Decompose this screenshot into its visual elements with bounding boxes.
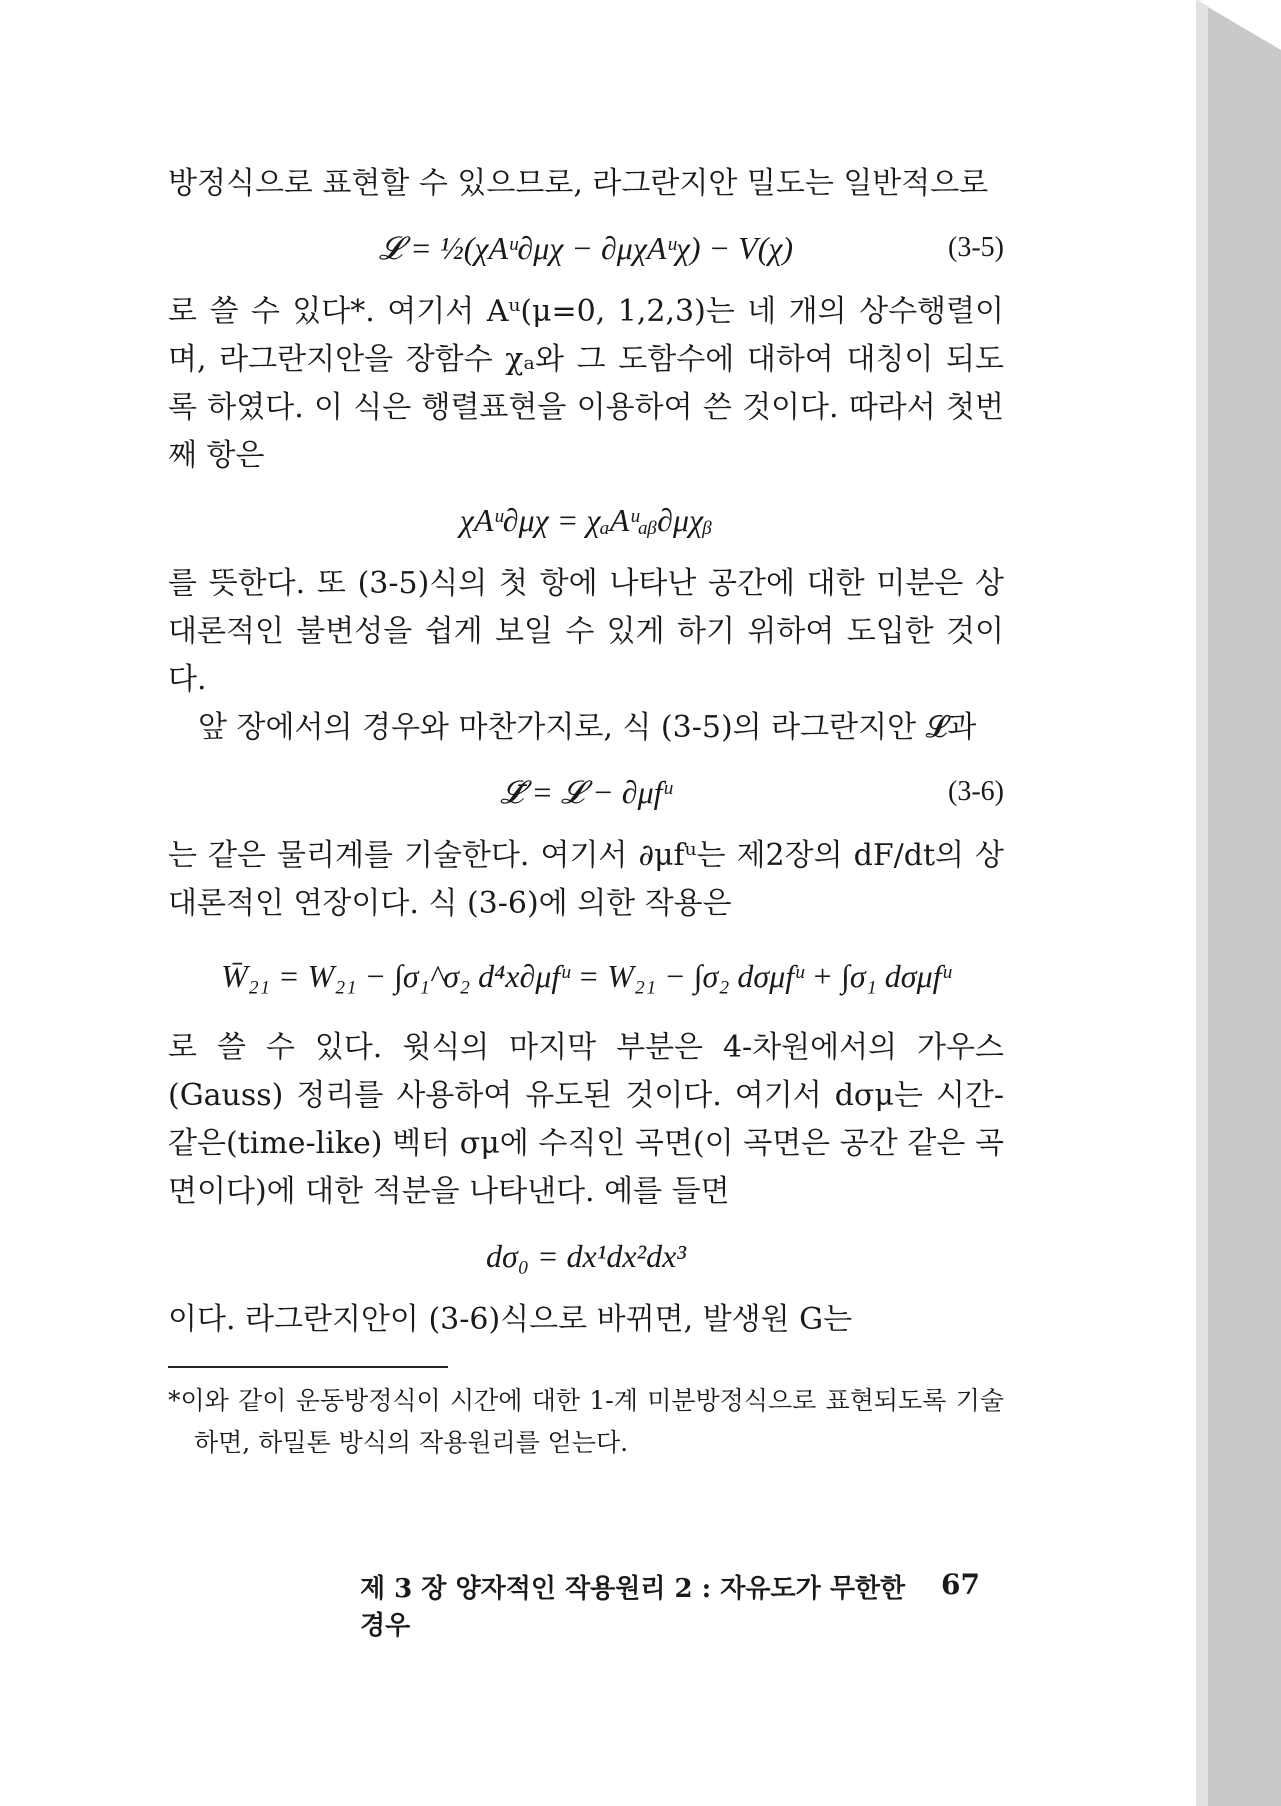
page-number: 67 bbox=[941, 1568, 980, 1601]
equation-first-term-body: χAᵘ∂μχ = χₐAᵘₐᵦ∂μχᵦ bbox=[459, 502, 713, 538]
paragraph-4: 앞 장에서의 경우와 마찬가지로, 식 (3-5)의 라그란지안 𝓛과 bbox=[198, 710, 977, 745]
footnote: *이와 같이 운동방정식이 시간에 대한 1-계 미분방정식으로 표현되도록 기술하면, 하밀톤 방식의 작용원리를 얻는다. bbox=[168, 1386, 1004, 1457]
equation-3-6-number: (3-6) bbox=[948, 776, 1004, 807]
paragraph-5: 는 같은 물리계를 기술한다. 여기서 ∂μfᵘ는 제2장의 dF/dt의 상대론적인 연장이다. 식 (3-6)에 의한 작용은 bbox=[168, 838, 1004, 921]
equation-3-6-body: 𝓛̄ = 𝓛 − ∂μfᵘ bbox=[500, 774, 672, 810]
equation-surface-element-body: dσ₀ = dx¹dx²dx³ bbox=[486, 1238, 686, 1274]
book-spine-edge bbox=[1196, 0, 1281, 1806]
equation-3-5-number: (3-5) bbox=[948, 232, 1004, 263]
equation-3-5 bbox=[168, 208, 1004, 288]
equation-3-5-body: 𝓛 = ½(χAᵘ∂μχ − ∂μχAᵘχ) − V(χ) bbox=[378, 230, 794, 266]
footer-chapter-title: 제 3 장 양자적인 작용원리 2 : 자유도가 무한한 경우 bbox=[360, 1574, 906, 1641]
running-footer bbox=[360, 1568, 980, 1642]
equation-action-body: W̄₂₁ = W₂₁ − ∫σ₁^σ₂ d⁴x∂μfᵘ = W₂₁ − ∫σ₂ dσμfᵘ + ∫σ₁ dσμfᵘ bbox=[221, 958, 951, 994]
equation-action bbox=[168, 928, 1004, 1024]
equation-3-6 bbox=[168, 752, 1004, 832]
paragraph-1: 방정식으로 표현할 수 있으므로, 라그란지안 밀도는 일반적으로 bbox=[168, 166, 989, 201]
paragraph-3: 를 뜻한다. 또 (3-5)식의 첫 항에 나타난 공간에 대한 미분은 상대론적인 불변성을 쉽게 보일 수 있게 하기 위하여 도입한 것이다. bbox=[168, 566, 1004, 697]
paragraph-6: 로 쓸 수 있다. 윗식의 마지막 부분은 4-차원에서의 가우스(Gauss) 정리를 사용하여 유도된 것이다. 여기서 dσμ는 시간-같은(time-like) 벡터 σμ에 수직인 곡면(이 곡면은 공간 같은 곡면이다)에 대한 적분을 나타낸다. 예를 들면 bbox=[168, 1030, 1004, 1209]
equation-surface-element bbox=[168, 1216, 1004, 1296]
footnote-rule bbox=[168, 1366, 448, 1368]
paragraph-2: 로 쓸 수 있다*. 여기서 Aᵘ(μ=0, 1,2,3)는 네 개의 상수행렬이며, 라그란지안을 장함수 χₐ와 그 도함수에 대하여 대칭이 되도록 하였다. 이 식은 행렬표현을 이용하여 쓴 것이다. 따라서 첫번째 항은 bbox=[168, 294, 1004, 473]
equation-first-term bbox=[168, 480, 1004, 560]
paragraph-7: 이다. 라그란지안이 (3-6)식으로 바뀌면, 발생원 G는 bbox=[168, 1302, 853, 1337]
page-content bbox=[168, 160, 1004, 1464]
